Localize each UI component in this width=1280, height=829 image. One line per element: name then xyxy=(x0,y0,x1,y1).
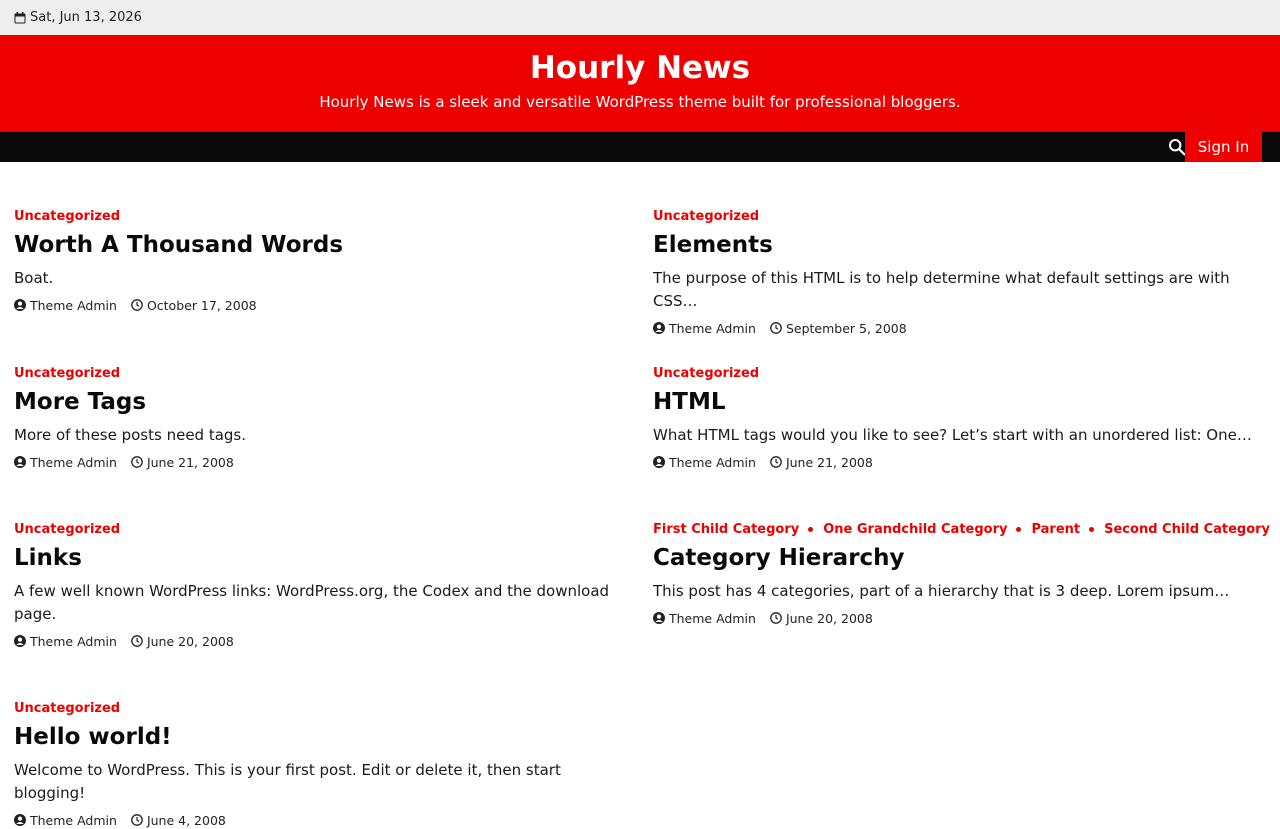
post-title[interactable]: HTML xyxy=(653,389,726,415)
post-author[interactable] xyxy=(653,455,756,470)
post-categories xyxy=(14,522,626,538)
post-excerpt: The purpose of this HTML is to help determine what default settings are with CSS… xyxy=(653,269,1230,310)
post-meta xyxy=(14,813,626,827)
date-text: September 5, 2008 xyxy=(785,320,907,336)
post-categories xyxy=(14,366,626,382)
date-text: June 21, 2008 xyxy=(146,454,234,470)
post-date[interactable] xyxy=(770,611,873,626)
category-separator xyxy=(1089,527,1094,532)
author-name: Theme Admin xyxy=(30,633,117,649)
category-link[interactable]: Uncategorized xyxy=(14,366,121,381)
post-excerpt: Boat. xyxy=(14,269,54,287)
post-author[interactable] xyxy=(14,634,117,649)
post-card xyxy=(653,209,1265,335)
category-link[interactable]: Uncategorized xyxy=(653,366,760,381)
clock-icon xyxy=(770,322,782,334)
post-date[interactable] xyxy=(131,298,257,313)
post-meta xyxy=(14,634,626,648)
post-meta xyxy=(14,298,626,312)
post-date[interactable] xyxy=(770,321,907,336)
category-link[interactable]: Uncategorized xyxy=(653,209,760,224)
current-date: Sat, Jun 13, 2026 xyxy=(30,10,142,25)
user-icon xyxy=(653,456,665,468)
sign-in-button[interactable]: Sign In xyxy=(1185,132,1262,162)
post-title[interactable]: Links xyxy=(14,545,82,571)
post-categories xyxy=(653,366,1265,382)
clock-icon xyxy=(131,814,143,826)
post-author[interactable] xyxy=(14,298,117,313)
post-excerpt: What HTML tags would you like to see? Let’s start with an unordered list: One… xyxy=(653,426,1252,444)
clock-icon xyxy=(131,299,143,311)
post-categories xyxy=(14,209,626,225)
post-card xyxy=(14,522,626,648)
user-icon xyxy=(14,299,26,311)
post-excerpt: A few well known WordPress links: WordPress.org, the Codex and the download page. xyxy=(14,582,610,623)
post-meta xyxy=(653,611,1265,625)
post-author[interactable] xyxy=(14,813,117,828)
category-separator xyxy=(808,527,813,532)
category-link[interactable]: Parent xyxy=(1031,522,1081,537)
category-link[interactable]: Second Child Category xyxy=(1104,522,1271,537)
author-name: Theme Admin xyxy=(30,454,117,470)
post-card xyxy=(14,366,626,469)
date-text: October 17, 2008 xyxy=(146,297,257,313)
post-author[interactable] xyxy=(653,611,756,626)
post-meta xyxy=(14,455,626,469)
post-date[interactable] xyxy=(131,455,234,470)
user-icon xyxy=(14,814,26,826)
post-excerpt: Welcome to WordPress. This is your first post. Edit or delete it, then start blogging! xyxy=(14,761,561,802)
date-text: June 20, 2008 xyxy=(785,610,873,626)
main-nav xyxy=(0,132,1280,162)
author-name: Theme Admin xyxy=(30,812,117,828)
user-icon xyxy=(653,612,665,624)
post-date[interactable] xyxy=(131,634,234,649)
post-excerpt: More of these posts need tags. xyxy=(14,426,247,444)
post-title[interactable]: More Tags xyxy=(14,389,147,415)
author-name: Theme Admin xyxy=(30,297,117,313)
post-meta xyxy=(653,321,1265,335)
site-description: Hourly News is a sleek and versatile WordPress theme built for professional bloggers. xyxy=(319,93,961,111)
post-card xyxy=(653,522,1271,626)
site-title[interactable]: Hourly News xyxy=(529,50,751,86)
category-link[interactable]: Uncategorized xyxy=(14,209,121,224)
calendar-icon xyxy=(14,12,26,24)
clock-icon xyxy=(770,612,782,624)
clock-icon xyxy=(131,456,143,468)
user-icon xyxy=(14,635,26,647)
post-card xyxy=(14,209,626,312)
clock-icon xyxy=(131,635,143,647)
category-link[interactable]: One Grandchild Category xyxy=(823,522,1008,537)
search-icon[interactable] xyxy=(1168,138,1186,156)
site-header xyxy=(0,35,1280,132)
post-meta xyxy=(653,455,1265,469)
top-bar xyxy=(0,0,1280,35)
category-separator xyxy=(1016,527,1021,532)
author-name: Theme Admin xyxy=(669,320,756,336)
post-title[interactable]: Worth A Thousand Words xyxy=(14,232,344,258)
post-categories xyxy=(653,522,1271,538)
post-title[interactable]: Elements xyxy=(653,232,773,258)
date-text: June 21, 2008 xyxy=(785,454,873,470)
post-date[interactable] xyxy=(770,455,873,470)
category-link[interactable]: Uncategorized xyxy=(14,522,121,537)
post-author[interactable] xyxy=(14,455,117,470)
user-icon xyxy=(14,456,26,468)
post-author[interactable] xyxy=(653,321,756,336)
date-text: June 20, 2008 xyxy=(146,633,234,649)
clock-icon xyxy=(770,456,782,468)
post-date[interactable] xyxy=(131,813,226,828)
category-link[interactable]: Uncategorized xyxy=(14,701,121,716)
post-categories xyxy=(14,701,626,717)
post-title[interactable]: Hello world! xyxy=(14,724,172,750)
author-name: Theme Admin xyxy=(669,454,756,470)
post-categories xyxy=(653,209,1265,225)
post-title[interactable]: Category Hierarchy xyxy=(653,545,905,571)
category-link[interactable]: First Child Category xyxy=(653,522,800,537)
post-excerpt: This post has 4 categories, part of a hierarchy that is 3 deep. Lorem ipsum… xyxy=(653,582,1230,600)
user-icon xyxy=(653,322,665,334)
post-card xyxy=(14,701,626,827)
author-name: Theme Admin xyxy=(669,610,756,626)
date-text: June 4, 2008 xyxy=(146,812,226,828)
post-card xyxy=(653,366,1265,469)
